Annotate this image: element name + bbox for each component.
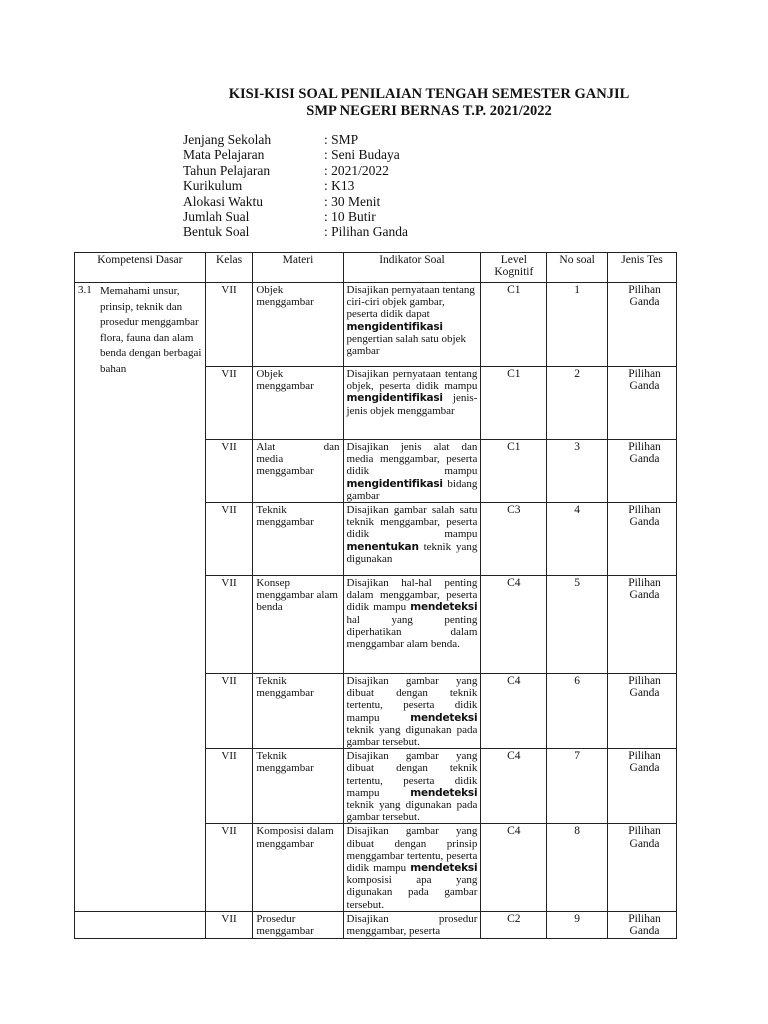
no-soal-cell: 8: [547, 824, 608, 911]
level-cell: C1: [481, 367, 547, 440]
header-level-kognitif: Level Kognitif: [481, 253, 547, 283]
jenis-tes-cell: Pilihan Ganda: [608, 283, 677, 367]
indikator-text: Disajikan gambar yang dibuat dengan teknik tertentu, peserta didik mampu: [346, 750, 478, 799]
indikator-keyword: menentukan: [346, 540, 419, 553]
kelas-cell: VII: [205, 503, 253, 576]
kelas-cell: VII: [205, 911, 253, 938]
indikator-keyword: mendeteksi: [410, 711, 478, 724]
indikator-text: bidang gambar: [346, 477, 478, 502]
level-cell: C4: [481, 824, 547, 911]
materi-cell: Objek menggambar: [253, 367, 343, 440]
kompetensi-dasar-cell: [75, 283, 206, 912]
materi-cell: Konsep menggambar alam benda: [253, 576, 343, 674]
materi-cell: Teknik menggambar: [253, 503, 343, 576]
no-soal-cell: 5: [547, 576, 608, 674]
info-value: : Pilihan Ganda: [324, 224, 408, 240]
info-label: Jumlah Sual: [183, 209, 250, 225]
no-soal-cell: 4: [547, 503, 608, 576]
title-line-1: KISI-KISI SOAL PENILAIAN TENGAH SEMESTER GANJIL: [228, 86, 630, 102]
kelas-cell: VII: [205, 674, 253, 749]
indikator-text: pengertian salah satu objek gambar: [346, 332, 466, 358]
info-block: [183, 132, 408, 240]
indikator-keyword: mendeteksi: [410, 786, 478, 799]
info-row: [183, 194, 408, 209]
header-no-soal: No soal: [547, 253, 608, 283]
indikator-text: Disajikan jenis alat dan media menggambar, peserta didik mampu: [346, 441, 478, 478]
no-soal-cell: 9: [547, 911, 608, 938]
jenis-tes-cell: Pilihan Ganda: [608, 674, 677, 749]
level-cell: C1: [481, 283, 547, 367]
info-value: : SMP: [324, 132, 359, 147]
header-kompetensi-dasar: Kompetensi Dasar: [75, 253, 206, 283]
jenis-tes-cell: Pilihan Ganda: [608, 911, 677, 938]
indikator-cell: Disajikan prosedur menggambar, peserta: [343, 911, 481, 938]
indikator-cell: [343, 674, 481, 749]
jenis-tes-cell: Pilihan Ganda: [608, 824, 677, 911]
materi-text: dan: [323, 441, 340, 453]
jenis-tes-cell: Pilihan Ganda: [608, 749, 677, 824]
indikator-cell: [343, 440, 481, 503]
indikator-text: Disajikan hal-hal penting dalam menggambar, peserta didik mampu: [346, 577, 478, 614]
level-cell: C4: [481, 749, 547, 824]
indikator-text: teknik yang digunakan pada gambar tersebut.: [346, 723, 478, 749]
indikator-text: hal yang penting diperhatikan dalam menggambar alam benda.: [346, 613, 478, 651]
jenis-tes-cell: Pilihan Ganda: [608, 503, 677, 576]
info-label: Kurikulum: [183, 178, 243, 194]
title-line-2: SMP NEGERI BERNAS T.P. 2021/2022: [306, 103, 552, 119]
kd-number: 3.1: [78, 284, 92, 296]
kompetensi-dasar-cell: [75, 911, 206, 938]
jenis-tes-cell: Pilihan Ganda: [608, 440, 677, 503]
kisi-kisi-table: [74, 252, 677, 939]
table-row: [75, 911, 677, 938]
indikator-cell: [343, 749, 481, 824]
info-value: : 10 Butir: [324, 209, 376, 225]
indikator-text: teknik yang digunakan pada gambar tersebut.: [346, 799, 478, 824]
jenis-tes-cell: Pilihan Ganda: [608, 576, 677, 674]
kelas-cell: VII: [205, 440, 253, 503]
materi-cell: Komposisi dalam menggambar: [253, 824, 343, 911]
kelas-cell: VII: [205, 367, 253, 440]
info-row: [183, 209, 408, 224]
materi-cell: Prosedur menggambar: [253, 911, 343, 938]
indikator-text: Disajikan gambar salah satu teknik menggambar, peserta didik mampu: [346, 504, 478, 541]
indikator-text: jenis-jenis objek menggambar: [346, 392, 478, 417]
info-value: : Seni Budaya: [324, 147, 400, 163]
info-value: : 2021/2022: [324, 162, 389, 178]
level-cell: C4: [481, 576, 547, 674]
info-value: : 30 Menit: [324, 193, 381, 209]
indikator-text: teknik yang digunakan: [346, 540, 478, 565]
indikator-cell: [343, 824, 481, 911]
info-label: Bentuk Soal: [183, 224, 250, 240]
materi-cell: Teknik menggambar: [253, 749, 343, 824]
info-label: Jenjang Sekolah: [183, 132, 272, 147]
indikator-text: Disajikan gambar yang dibuat dengan teknik tertentu, peserta didik mampu: [346, 675, 478, 724]
header-jenis-tes: Jenis Tes: [608, 253, 677, 283]
jenis-tes-cell: Pilihan Ganda: [608, 367, 677, 440]
header-kelas: Kelas: [205, 253, 253, 283]
kelas-cell: VII: [205, 576, 253, 674]
indikator-keyword: mengidentifikasi: [346, 320, 443, 333]
indikator-keyword: mengidentifikasi: [346, 392, 443, 405]
materi-cell: Teknik menggambar: [253, 674, 343, 749]
indikator-cell: [343, 367, 481, 440]
document-title: [0, 86, 768, 120]
no-soal-cell: 2: [547, 367, 608, 440]
indikator-cell: [343, 283, 481, 367]
indikator-keyword: mengidentifikasi: [346, 477, 443, 490]
indikator-keyword: mendeteksi: [410, 862, 478, 875]
info-row: [183, 178, 408, 193]
kelas-cell: VII: [205, 749, 253, 824]
level-cell: C2: [481, 911, 547, 938]
info-row: [183, 163, 408, 178]
no-soal-cell: 3: [547, 440, 608, 503]
header-indikator-soal: Indikator Soal: [343, 253, 481, 283]
no-soal-cell: 7: [547, 749, 608, 824]
indikator-text: Disajikan pernyataan tentang ciri-ciri objek gambar, peserta didik dapat: [346, 284, 475, 321]
no-soal-cell: 1: [547, 283, 608, 367]
level-cell: C3: [481, 503, 547, 576]
info-label: Alokasi Waktu: [183, 193, 264, 209]
info-label: Mata Pelajaran: [183, 147, 265, 163]
materi-cell: Objek menggambar: [253, 283, 343, 367]
indikator-cell: [343, 576, 481, 674]
materi-text: Alat: [256, 441, 276, 453]
info-label: Tahun Pelajaran: [183, 162, 271, 178]
indikator-cell: [343, 503, 481, 576]
materi-text: media menggambar: [256, 453, 314, 478]
info-row: [183, 224, 408, 239]
info-row: [183, 132, 408, 147]
info-value: : K13: [324, 178, 355, 194]
kelas-cell: VII: [205, 283, 253, 367]
header-materi: Materi: [253, 253, 343, 283]
level-cell: C1: [481, 440, 547, 503]
no-soal-cell: 6: [547, 674, 608, 749]
info-row: [183, 147, 408, 162]
kd-text: Memahami unsur, prinsip, teknik dan prosedur menggambar flora, fauna dan alam benda dengan berbagai bahan: [100, 285, 202, 375]
table-row: [75, 283, 677, 367]
kelas-cell: VII: [205, 824, 253, 911]
indikator-keyword: mendeteksi: [410, 601, 478, 614]
indikator-text: komposisi apa yang digunakan pada gambar tersebut.: [346, 874, 478, 911]
level-cell: C4: [481, 674, 547, 749]
table-header-row: [75, 253, 677, 283]
materi-cell: [253, 440, 343, 503]
indikator-text: Disajikan gambar yang dibuat dengan prinsip menggambar tertentu, peserta didik mampu: [346, 825, 478, 875]
indikator-text: Disajikan pernyataan tentang objek, peserta didik mampu: [346, 368, 478, 393]
